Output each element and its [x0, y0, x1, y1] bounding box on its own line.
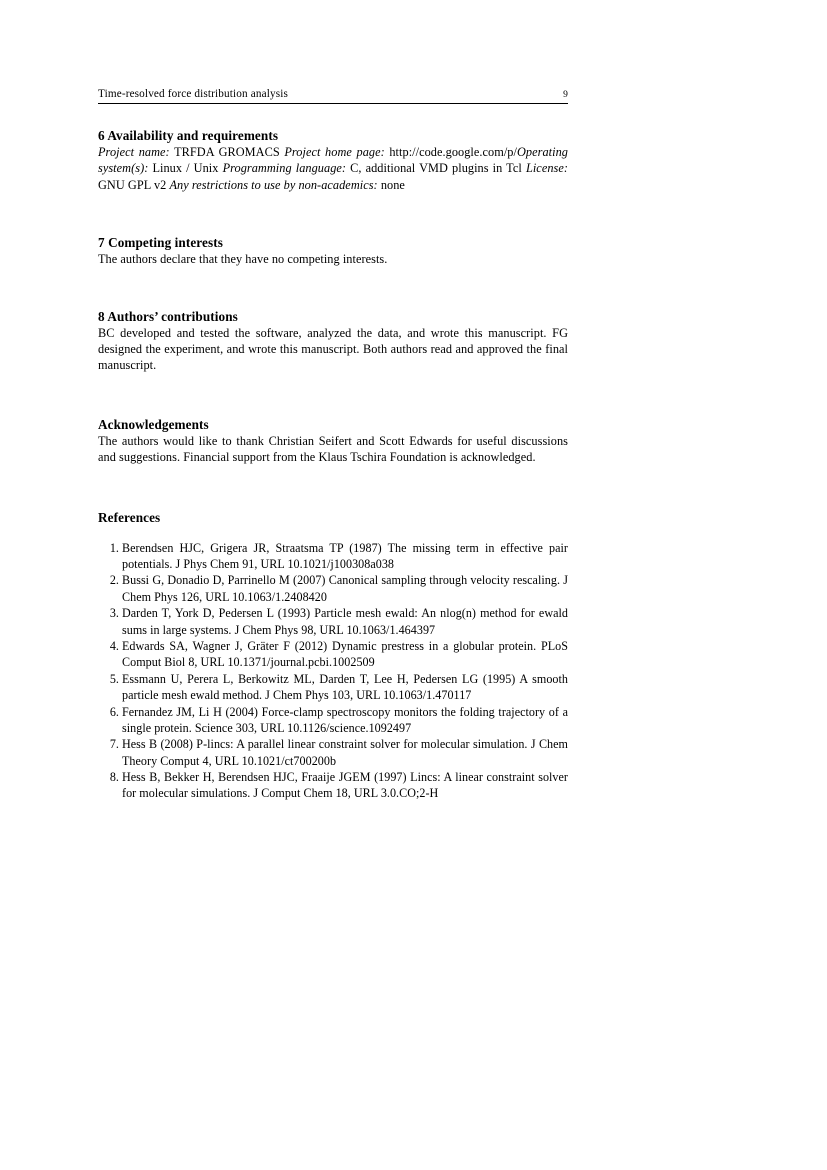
label-restrictions: Any restrictions to use by non-academics: — [169, 177, 378, 192]
reference-item: Bussi G, Donadio D, Parrinello M (2007) Canonical sampling through velocity rescaling. J Chem Phys 126, URL 10.1063/1.2408420 — [122, 573, 568, 604]
reference-list — [98, 540, 568, 802]
section-authors-contributions-heading: 8 Authors’ contributions — [98, 308, 238, 324]
reference-item: Hess B (2008) P-lincs: A parallel linear constraint solver for molecular simulation. J Chem Theory Comput 4, URL 10.1021/ct700200b — [122, 737, 568, 768]
reference-item: Berendsen HJC, Grigera JR, Straatsma TP (1987) The missing term in effective pair potentials. J Phys Chem 91, URL 10.1021/j100308a038 — [122, 540, 568, 571]
value-programming-language: C, additional VMD plugins in Tcl — [350, 161, 522, 176]
value-project-name: TRFDA GROMACS — [174, 145, 280, 159]
section-competing-interests-body: The authors declare that they have no competing interests. — [98, 252, 388, 267]
value-operating-system: Linux / Unix — [152, 161, 219, 176]
page-number: 9 — [563, 90, 568, 100]
value-restrictions: none — [380, 177, 405, 192]
label-programming-language: Programming language: — [222, 161, 347, 176]
reference-item: Fernandez JM, Li H (2004) Force-clamp spectroscopy monitors the folding trajectory of a single protein. Science 303, URL 10.1126/science.1092497 — [122, 704, 568, 735]
section-acknowledgements-body: The authors would like to thank Christian Seifert and Scott Edwards for useful discussions and suggestions. Financial support from the Klaus Tschira Foundation is acknowledged. — [98, 433, 568, 465]
section-availability-heading: 6 Availability and requirements — [98, 128, 279, 143]
header-rule — [98, 103, 568, 104]
section-authors-contributions-body: BC developed and tested the software, analyzed the data, and wrote this manuscript. FG designed the experiment, and wrote this manuscript. Both authors read and approved the final manuscript. — [98, 325, 568, 373]
section-competing-interests-heading: 7 Competing interests — [98, 235, 223, 251]
section-references-heading: References — [98, 509, 161, 525]
page-content — [98, 88, 568, 802]
value-license: GNU GPL v2 — [98, 177, 167, 192]
label-project-name: Project name: — [98, 145, 170, 159]
reference-item: Essmann U, Perera L, Berkowitz ML, Darden T, Lee H, Pedersen LG (1995) A smooth particle mesh ewald method. J Chem Phys 103, URL 10.1063/1.470117 — [122, 671, 568, 703]
label-license: License: — [525, 161, 569, 176]
value-project-home-page: http://code.google.com/p/ — [389, 145, 517, 159]
section-authors-contributions — [98, 309, 568, 374]
label-project-home-page: Project home page: — [284, 145, 385, 159]
reference-item: Edwards SA, Wagner J, Gräter F (2012) Dynamic prestress in a globular protein. PLoS Comput Biol 8, URL 10.1371/journal.pcbi.1002509 — [122, 639, 568, 670]
section-acknowledgements — [98, 417, 568, 466]
section-competing-interests — [98, 235, 568, 267]
section-references — [98, 510, 568, 802]
section-availability — [98, 128, 568, 193]
running-header-title: Time-resolved force distribution analysis — [98, 88, 288, 100]
section-availability-body — [98, 144, 568, 193]
label-operating-system: Operating system(s): — [98, 145, 568, 176]
reference-item: Darden T, York D, Pedersen L (1993) Particle mesh ewald: An nlog(n) method for ewald sums in large systems. J Chem Phys 98, URL 10.1063/1.464397 — [122, 606, 568, 637]
running-header — [98, 88, 568, 100]
section-acknowledgements-heading: Acknowledgements — [98, 416, 209, 432]
reference-item: Hess B, Bekker H, Berendsen HJC, Fraaije JGEM (1997) Lincs: A linear constraint solver for molecular simulations. J Comput Chem 18, URL 3.0.CO;2-H — [122, 770, 568, 801]
